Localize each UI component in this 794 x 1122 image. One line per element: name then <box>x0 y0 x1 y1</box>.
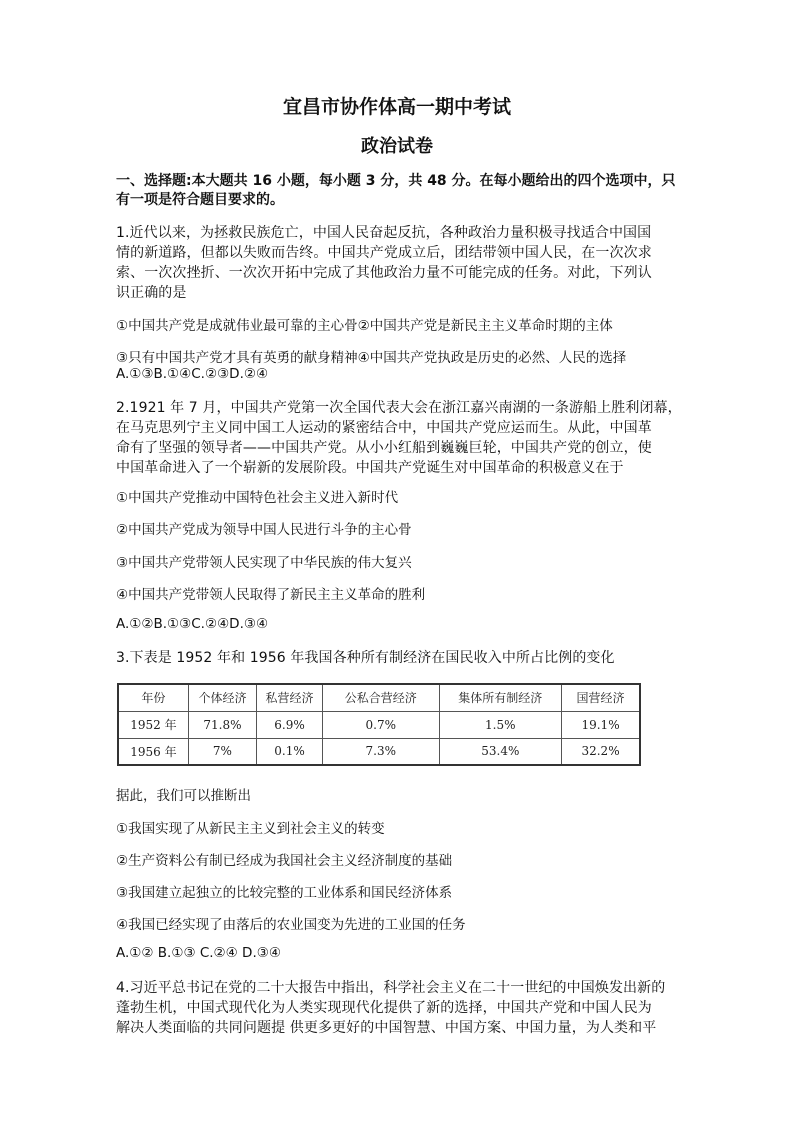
table-cell: 1956 年 <box>118 738 188 765</box>
q1-line-1: 1.近代以来，为拯救民族危亡，中国人民奋起反抗，各种政治力量积极寻找适合中国国 <box>116 225 652 241</box>
q2-option-3: ③中国共产党带领人民实现了中华民族的伟大复兴 <box>116 555 412 571</box>
table-header-row <box>118 684 640 711</box>
q4-line-1: 4.习近平总书记在党的二十大报告中指出，科学社会主义在二十一世纪的中国焕发出新的 <box>116 980 666 996</box>
table-row <box>118 738 640 765</box>
q2-option-4: ④中国共产党带领人民取得了新民主主义革命的胜利 <box>116 587 426 603</box>
section-instructions-line-1: 一、选择题:本大题共 16 小题，每小题 3 分，共 48 分。在每小题给出的四个选项中，只 <box>116 173 676 189</box>
ownership-ratio-table <box>117 683 641 766</box>
table-cell: 1.5% <box>439 711 562 738</box>
q3-stem: 3.下表是 1952 年和 1956 年我国各种所有制经济在国民收入中所占比例的变化 <box>116 650 615 666</box>
q1-answer-choices: A.①③B.①④C.②③D.②④ <box>116 366 269 382</box>
section-instructions-line-2: 有一项是符合题目要求的。 <box>116 192 284 208</box>
table-row <box>118 711 640 738</box>
table-cell: 19.1% <box>562 711 640 738</box>
table-cell: 6.9% <box>257 711 323 738</box>
table-cell: 7.3% <box>323 738 440 765</box>
q2-option-2: ②中国共产党成为领导中国人民进行斗争的主心骨 <box>116 522 412 538</box>
table-cell: 32.2% <box>562 738 640 765</box>
q3-answer-choices: A.①② B.①③ C.②④ D.③④ <box>116 945 281 961</box>
q2-line-2: 在马克思列宁主义同中国工人运动的紧密结合中，中国共产党应运而生。从此，中国革 <box>116 420 652 436</box>
q3-option-2: ②生产资料公有制已经成为我国社会主义经济制度的基础 <box>116 853 453 869</box>
table-cell: 71.8% <box>188 711 256 738</box>
table-header-cell: 年份 <box>118 684 188 711</box>
q3-option-1: ①我国实现了从新民主主义到社会主义的转变 <box>116 821 385 837</box>
q3-option-4: ④我国已经实现了由落后的农业国变为先进的工业国的任务 <box>116 917 466 933</box>
q2-option-1: ①中国共产党推动中国特色社会主义进入新时代 <box>116 490 399 506</box>
q1-options-12: ①中国共产党是成就伟业最可靠的主心骨②中国共产党是新民主主义革命时期的主体 <box>116 318 613 334</box>
q1-line-3: 索、一次次挫折、一次次开拓中完成了其他政治力量不可能完成的任务。对此，下列认 <box>116 265 652 281</box>
q2-answer-choices: A.①②B.①③C.②④D.③④ <box>116 616 269 632</box>
table-cell: 1952 年 <box>118 711 188 738</box>
q1-line-4: 识正确的是 <box>116 285 187 301</box>
exam-title: 宜昌市协作体高一期中考试 <box>282 96 511 118</box>
table-header-cell: 个体经济 <box>188 684 256 711</box>
q2-line-1: 2.1921 年 7 月，中国共产党第一次全国代表大会在浙江嘉兴南湖的一条游船上胜利闭幕， <box>116 400 682 416</box>
exam-subtitle: 政治试卷 <box>361 136 433 157</box>
table-header-cell: 公私合营经济 <box>323 684 440 711</box>
q3-option-3: ③我国建立起独立的比较完整的工业体系和国民经济体系 <box>116 885 453 901</box>
table-cell: 7% <box>188 738 256 765</box>
table-header-cell: 国营经济 <box>562 684 640 711</box>
q3-lead: 据此，我们可以推断出 <box>116 788 251 804</box>
table-cell: 53.4% <box>439 738 562 765</box>
q1-line-2: 情的新道路，但都以失败而告终。中国共产党成立后，团结带领中国人民，在一次次求 <box>116 245 652 261</box>
q4-line-2: 蓬勃生机，中国式现代化为人类实现现代化提供了新的选择，中国共产党和中国人民为 <box>116 1000 652 1016</box>
table-cell: 0.1% <box>257 738 323 765</box>
q4-line-3: 解决人类面临的共同问题提 供更多更好的中国智慧、中国方案、中国力量，为人类和平 <box>116 1020 657 1036</box>
table-header-cell: 私营经济 <box>257 684 323 711</box>
q2-line-3: 命有了坚强的领导者——中国共产党。从小小红船到巍巍巨轮，中国共产党的创立，使 <box>116 440 652 456</box>
table-header-cell: 集体所有制经济 <box>439 684 562 711</box>
q1-options-34: ③只有中国共产党才具有英勇的献身精神④中国共产党执政是历史的必然、人民的选择 <box>116 350 627 366</box>
q2-line-4: 中国革命进入了一个崭新的发展阶段。中国共产党诞生对中国革命的积极意义在于 <box>116 460 624 476</box>
table-cell: 0.7% <box>323 711 440 738</box>
